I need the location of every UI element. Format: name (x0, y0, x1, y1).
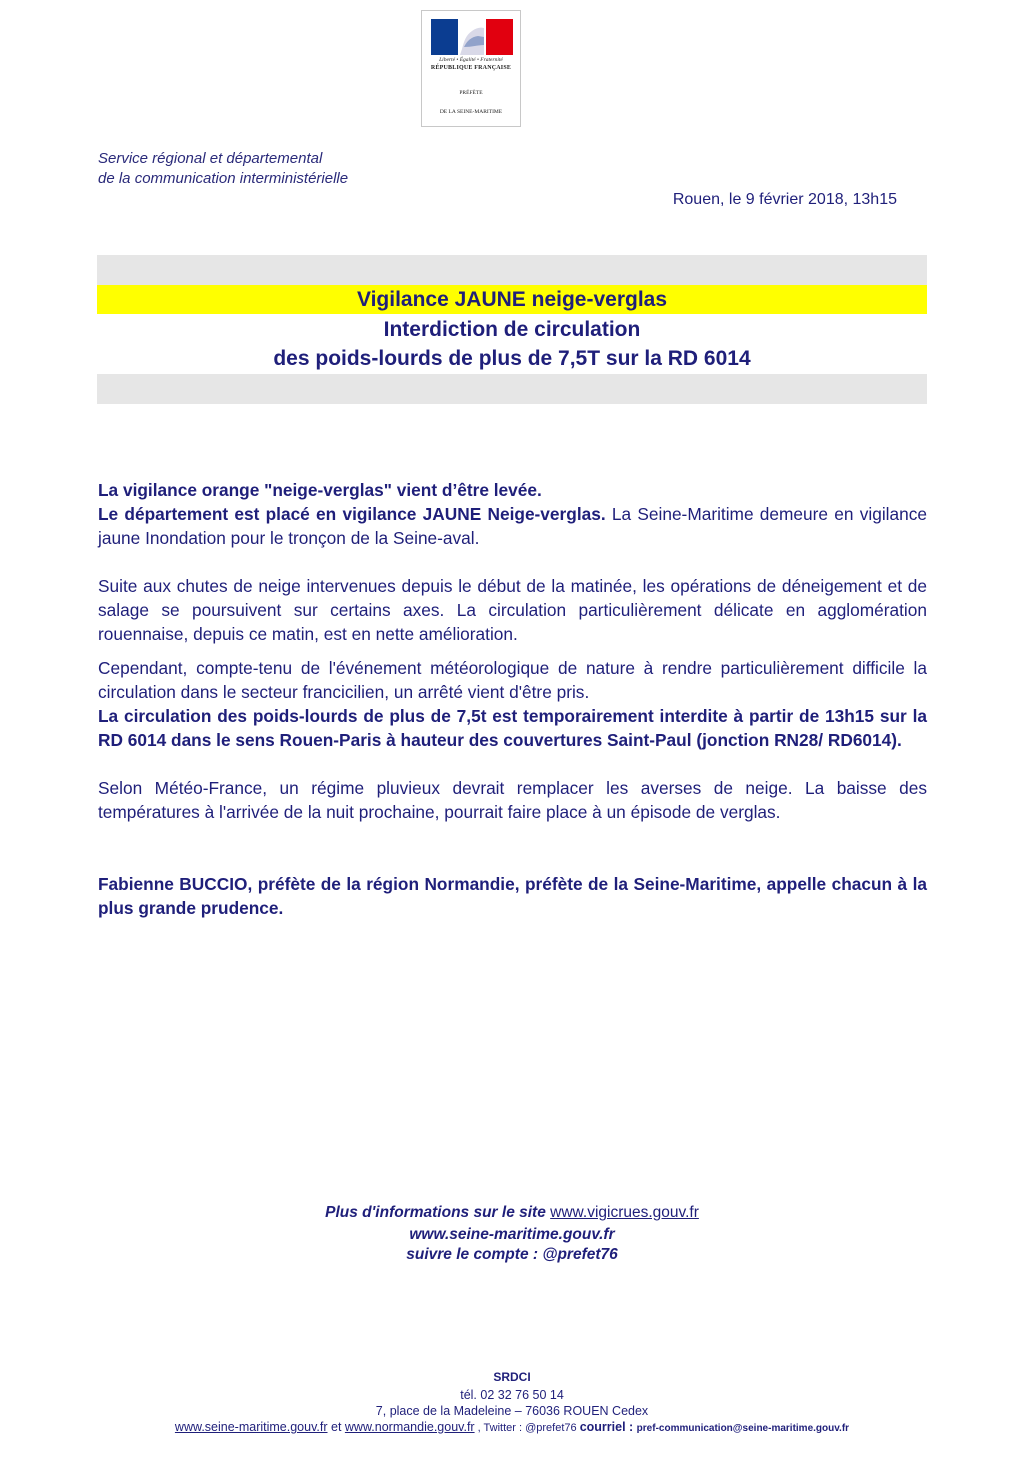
footer-and: et (327, 1420, 345, 1434)
footer-email[interactable]: pref-communication@seine-maritime.gouv.fr (636, 1423, 850, 1434)
info-line (97, 1204, 927, 1222)
footer-twitter: , Twitter : @prefet76 (474, 1422, 580, 1434)
prefecture-title: PRÉFÈTE (459, 90, 483, 96)
release-date: Rouen, le 9 février 2018, 13h15 (672, 191, 897, 208)
flag-blue-band (431, 19, 458, 55)
service-line-2: de la communication interministérielle (98, 170, 349, 187)
vigilance-yellow: Le département est placé en vigilance JAUNE Neige-verglas. (98, 504, 606, 524)
title-line-1: Vigilance JAUNE neige-verglas (356, 288, 668, 311)
paragraph-forecast: Selon Météo-France, un régime pluvieux devrait remplacer les averses de neige. La baisse des températures à l'arrivée de la nuit prochaine, pourrait faire place à un épisode de verglas. (98, 778, 927, 822)
info-prefix: Plus d'informations sur le site (325, 1204, 551, 1221)
footer-site-seine-maritime[interactable]: www.seine-maritime.gouv.fr (174, 1420, 328, 1434)
paragraph-prefect (98, 872, 927, 920)
truck-ban: La circulation des poids-lourds de plus de 7,5t est temporairement interdite à partir de 13h15 sur la RD 6014 dans le sens Rouen-Paris à hauteur des couvertures Saint-Paul (jonction RN28/ RD6014). (98, 706, 927, 750)
title-band-top (97, 255, 927, 285)
footer-phone: tél. 02 32 76 50 14 (460, 1388, 564, 1402)
twitter-follow: suivre le compte : @prefet76 (406, 1246, 618, 1263)
decree-context: Cependant, compte-tenu de l'événement météorologique de nature à rendre particulièrement difficile la circulation dans le secteur francicilien, un arrêté vient d'être pris. (98, 658, 927, 702)
footer-address: 7, place de la Madeleine – 76036 ROUEN Cedex (375, 1404, 649, 1418)
footer-email-label: courriel : (579, 1420, 637, 1434)
title-line-2: Interdiction de circulation (383, 318, 641, 341)
footer-service-name: SRDCI (493, 1370, 531, 1384)
flag-white-band (458, 19, 485, 55)
marianne-flag-icon (431, 19, 513, 55)
footer-site-normandie[interactable]: www.normandie.gouv.fr (344, 1420, 475, 1434)
title-line-3: des poids-lourds de plus de 7,5T sur la RD 6014 (273, 347, 751, 370)
vigicrues-link[interactable]: www.vigicrues.gouv.fr (550, 1204, 699, 1221)
prefecture-logo (421, 10, 521, 127)
paragraph-vigilance (98, 478, 927, 550)
title-band-bottom (97, 374, 927, 404)
service-line-1: Service régional et départemental (98, 150, 323, 167)
prefecture-region: DE LA SEINE-MARITIME (439, 109, 503, 115)
footer-contacts (0, 1420, 1024, 1434)
flag-red-band (486, 19, 513, 55)
seine-maritime-site[interactable]: www.seine-maritime.gouv.fr (409, 1226, 615, 1243)
paragraph-decree (98, 656, 927, 752)
flood-vigilance: La Seine-Maritime demeure en vigilance jaune Inondation pour le tronçon de la Seine-aval. (98, 504, 927, 548)
paragraph-snow-clearing: Suite aux chutes de neige intervenues depuis le début de la matinée, les opérations de déneigement et de salage se poursuivent sur certains axes. La circulation particulièrement délicate en agglomération rouennaise, depuis ce matin, est en nette amélioration. (98, 576, 927, 644)
vigilance-lifted: La vigilance orange "neige-verglas" vient d’être levée. (98, 480, 542, 500)
republic-name: RÉPUBLIQUE FRANÇAISE (430, 65, 512, 71)
prefect-call: Fabienne BUCCIO, préfète de la région Normandie, préfète de la Seine-Maritime, appelle chacun à la plus grande prudence. (98, 874, 927, 918)
republic-motto: Liberté • Égalité • Fraternité (439, 57, 503, 63)
marianne-profile-icon (458, 19, 485, 55)
press-release-body (98, 478, 927, 920)
